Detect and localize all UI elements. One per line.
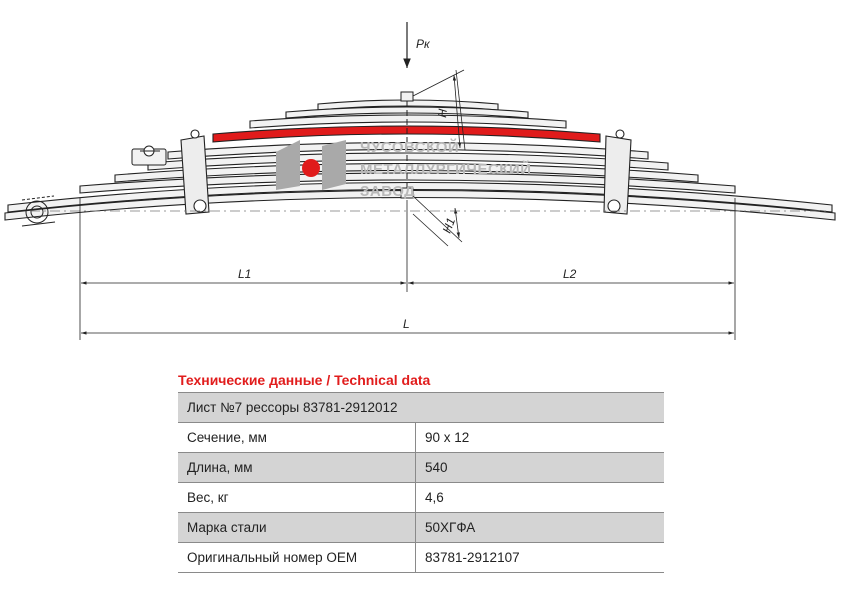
table-header-cell: Лист №7 рессоры 83781-2912012: [178, 393, 664, 423]
table-row: [178, 543, 664, 573]
dim-l1-label: L1: [238, 267, 252, 281]
height-label: H: [435, 108, 450, 119]
row-label: Сечение, мм: [178, 423, 416, 453]
left-end-clip: [132, 146, 166, 165]
table-row: [178, 423, 664, 453]
table-row: [178, 513, 664, 543]
row-value: 4,6: [416, 483, 665, 513]
row-label: Марка стали: [178, 513, 416, 543]
dim-l2-label: L2: [563, 267, 577, 281]
logo-line-3: ЗАВОД: [360, 183, 416, 200]
row-label: Вес, кг: [178, 483, 416, 513]
table-row: [178, 453, 664, 483]
right-clamp: [604, 130, 631, 214]
table-header-row: [178, 393, 664, 423]
row-value: 540: [416, 453, 665, 483]
row-value: 83781-2912107: [416, 543, 665, 573]
load-label: Pк: [416, 37, 430, 51]
table-row: [178, 483, 664, 513]
height1-label: H1: [439, 215, 459, 236]
logo-line-1: ЧУСОВСКОЙ: [360, 139, 460, 156]
spring-leaves: [5, 100, 835, 220]
height1-dimension: [413, 196, 462, 246]
row-value: 90 х 12: [416, 423, 665, 453]
logo-line-2: МЕТАЛЛУРГИЧЕСКИЙ: [360, 161, 532, 178]
technical-data-title: Технические данные / Technical data: [178, 372, 431, 388]
row-value: 50ХГФА: [416, 513, 665, 543]
load-arrow: [407, 22, 431, 68]
row-label: Длина, мм: [178, 453, 416, 483]
technical-data-table: [178, 392, 664, 573]
technical-data-section: [178, 368, 664, 573]
dim-l-label: L: [403, 317, 410, 331]
left-clamp: [181, 130, 209, 214]
row-label: Оригинальный номер OEM: [178, 543, 416, 573]
length-dimensions: [81, 267, 734, 333]
